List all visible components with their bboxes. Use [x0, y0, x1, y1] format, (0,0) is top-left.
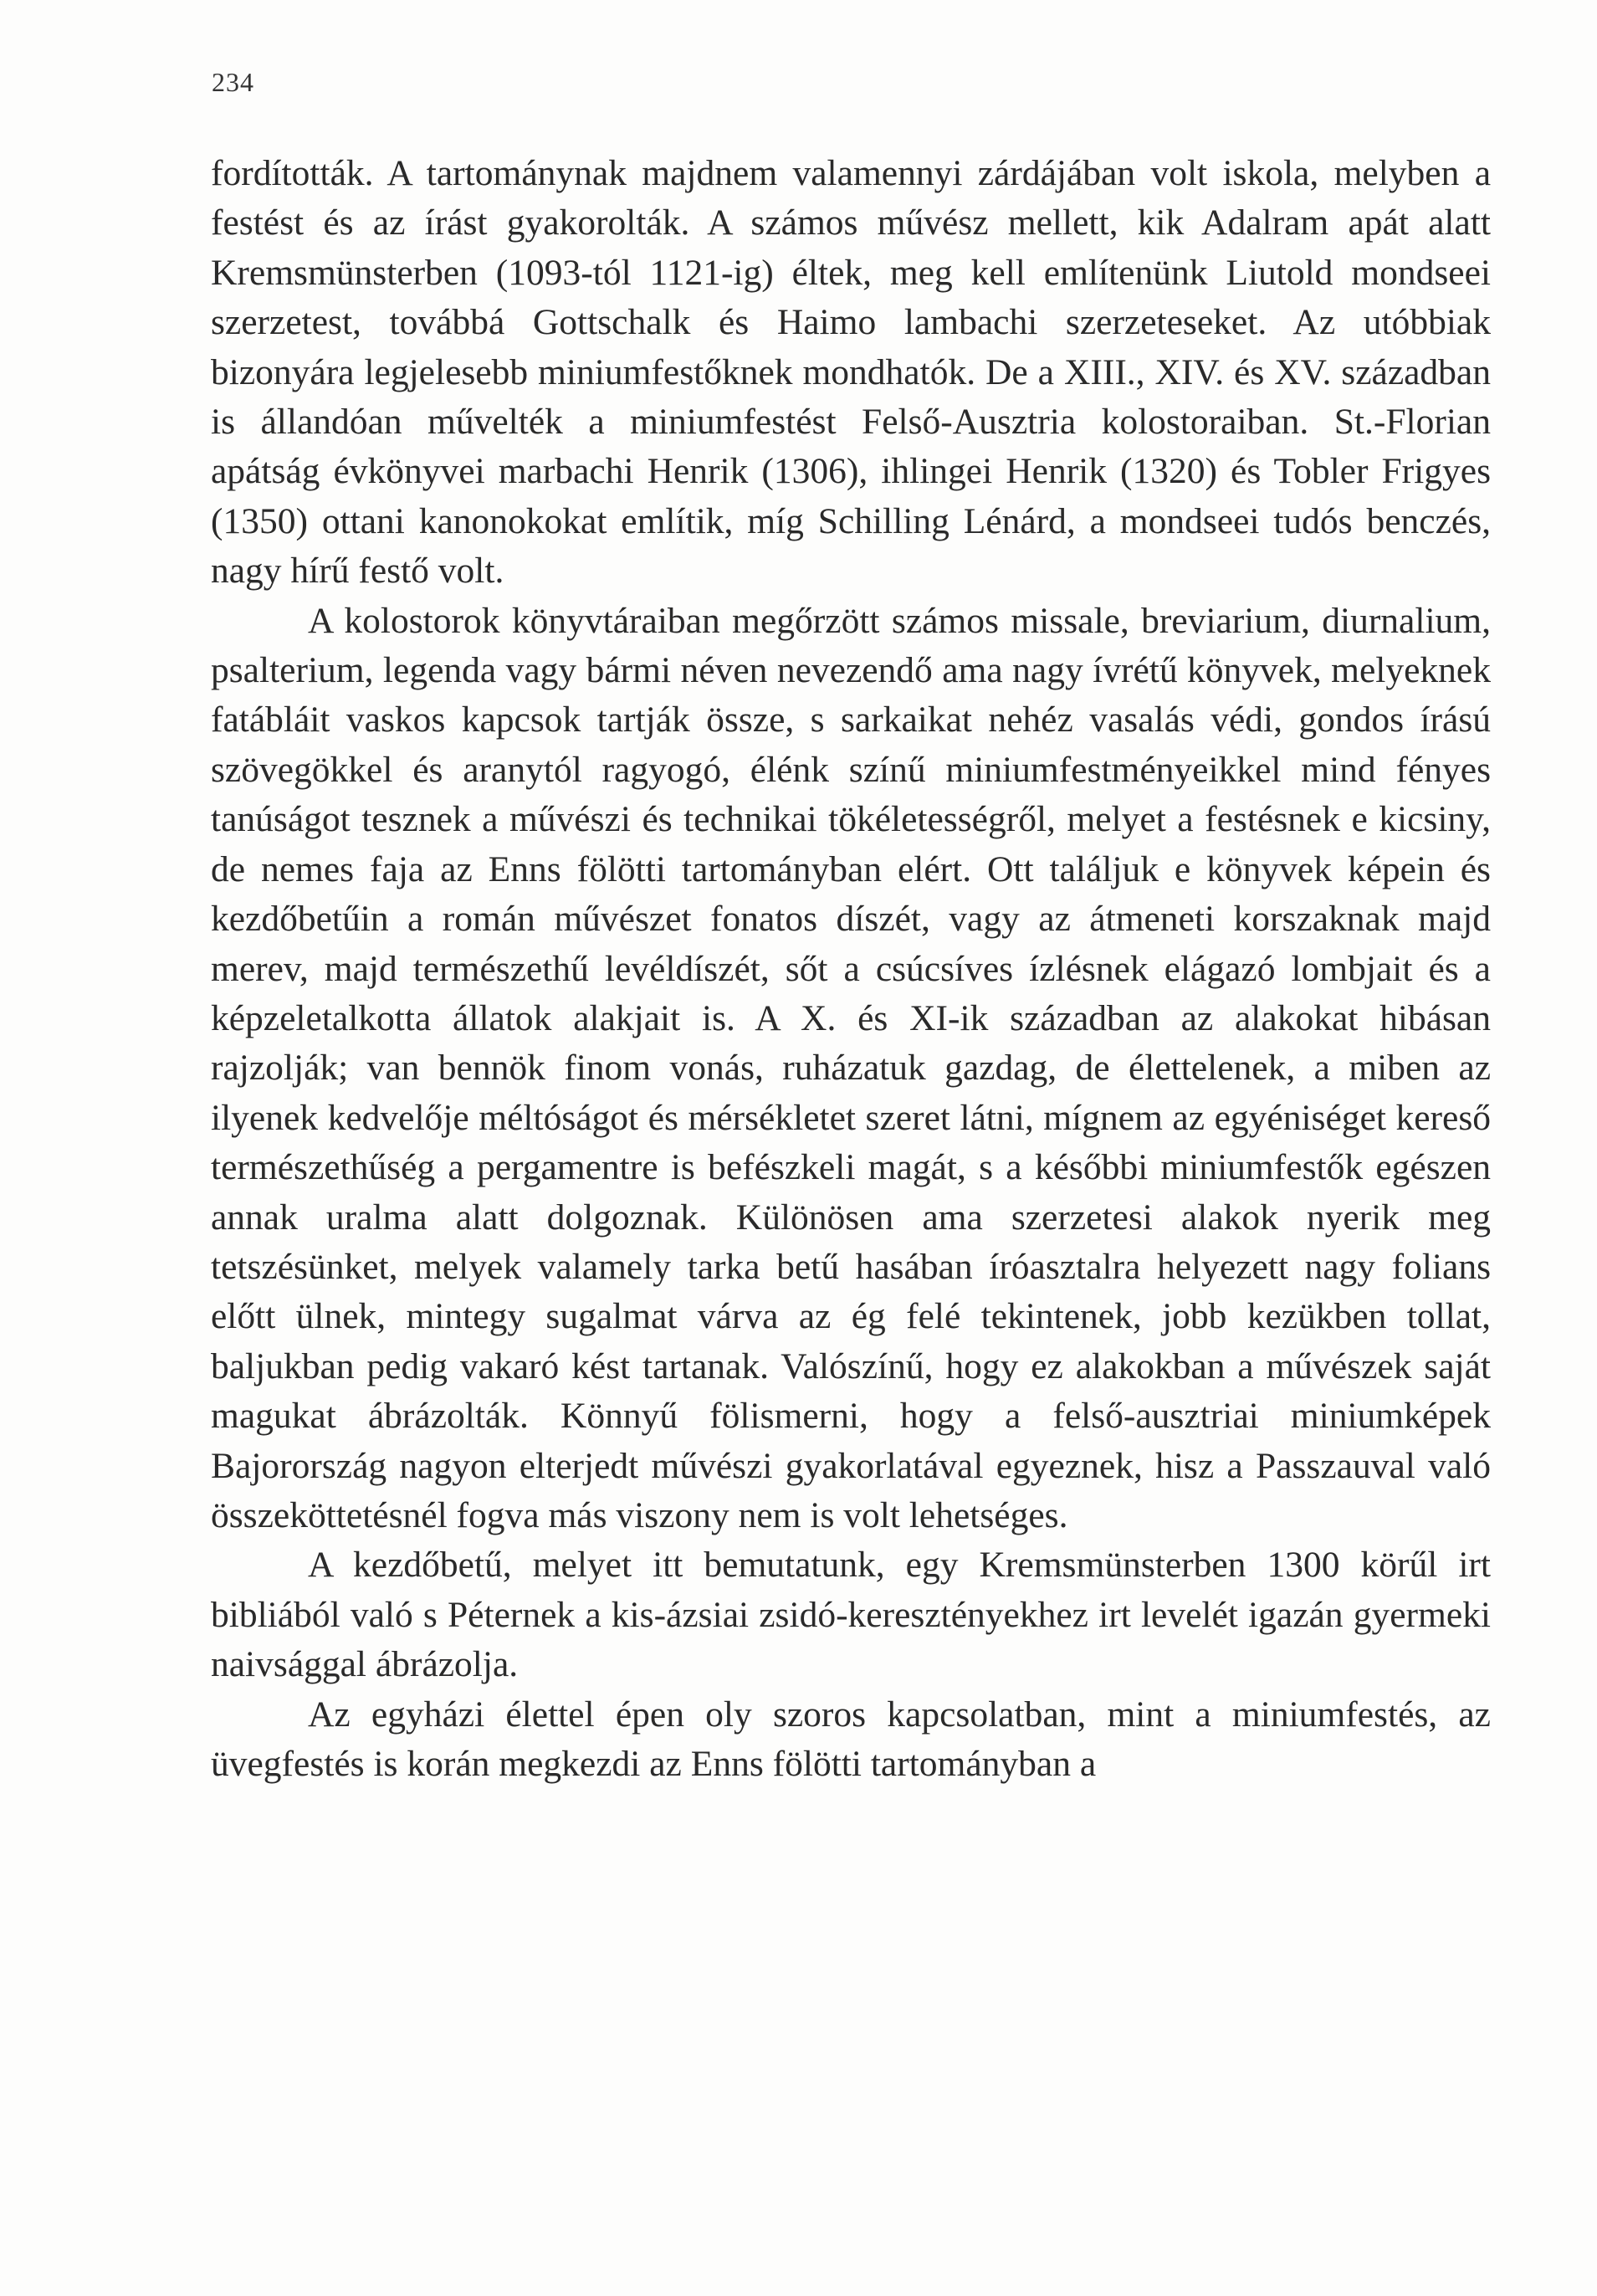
page-number: 234 — [212, 67, 254, 97]
paragraph-2: A kolostorok könyvtáraiban megőrzött számos missale, breviarium, diurnalium, psalterium, legenda vagy bármi néven nevezendő ama nagy ívrétű könyvek, melyeknek fatábláit vaskos kapcsok tartják össze, s sarkaikat nehéz vasalás védi, gondos írású szövegökkel és aranytól ragyogó, élénk színű miniumfestményeikkel mind fényes tanúságot tesznek a művészi és technikai tökéletességről, melyet a festésnek e kicsiny, de nemes faja az Enns fölötti tartományban elért. Ott találjuk e könyvek képein és kezdőbetűin a román művészet fonatos díszét, vagy az átmeneti korszaknak majd merev, majd természethű levéldíszét, sőt a csúcsíves ízlésnek elágazó lombjait és a képzeletalkotta állatok alakjait is. A X. és XI-ik században az alakokat hibásan rajzolják; van bennök finom vonás, ruházatuk gazdag, de élettelenek, a miben az ilyenek kedvelője méltóságot és mérsékletet szeret látni, mígnem az egyéniséget kereső természethűség a pergamentre is befészkeli magát, s a későbbi miniumfestők egészen annak uralma alatt dolgoznak. Különösen ama szerzetesi alakok nyerik meg tetszésünket, melyek valamely tarka betű hasában íróasztalra helyezett nagy folians előtt ülnek, mintegy sugalmat várva az ég felé tekintenek, jobb kezükben tollat, baljukban pedig vakaró kést tartanak. Valószínű, hogy ez alakokban a művészek saját magukat ábrázolták. Könnyű fölismerni, hogy a felső-ausztriai miniumképek Bajorország nagyon elterjedt művészi gyakorlatával egyeznek, hisz a Passzauval való összeköttetésnél fogva más viszony nem is volt lehetséges. — [211, 600, 1491, 1535]
paragraph-1: fordították. A tartománynak majdnem valamennyi zárdájában volt iskola, melyben a festést és az írást gyakorolták. A számos művész mellett, kik Adalram apát alatt Kremsmünsterben (1093-tól 1121-ig) éltek, meg kell említenünk Liutold mondseei szerzetest, továbbá Gottschalk és Haimo lambachi szerzeteseket. Az utóbbiak bizonyára legjelesebb miniumfestőknek mondhatók. De a XIII., XIV. és XV. században is állandóan művelték a miniumfestést Felső-Ausztria kolostoraiban. St.-Florian apátság évkönyvei marbachi Henrik (1306), ihlingei Henrik (1320) és Tobler Frigyes (1350) ottani kanonokokat említik, míg Schilling Lénárd, a mondseei tudós benczés, nagy hírű festő volt. — [211, 153, 1491, 592]
paragraph-3: A kezdőbetű, melyet itt bemutatunk, egy Kremsmünsterben 1300 körűl irt bibliából való s Péternek a kis-ázsiai zsidó-keresztényekhez irt levelét igazán gyermeki naivsággal ábrázolja. — [211, 1545, 1491, 1685]
body-text — [211, 149, 1491, 1789]
paragraph-4: Az egyházi élettel épen oly szoros kapcsolatban, mint a miniumfestés, az üvegfestés is korán megkezdi az Enns fölötti tartományban a — [211, 1694, 1491, 1784]
